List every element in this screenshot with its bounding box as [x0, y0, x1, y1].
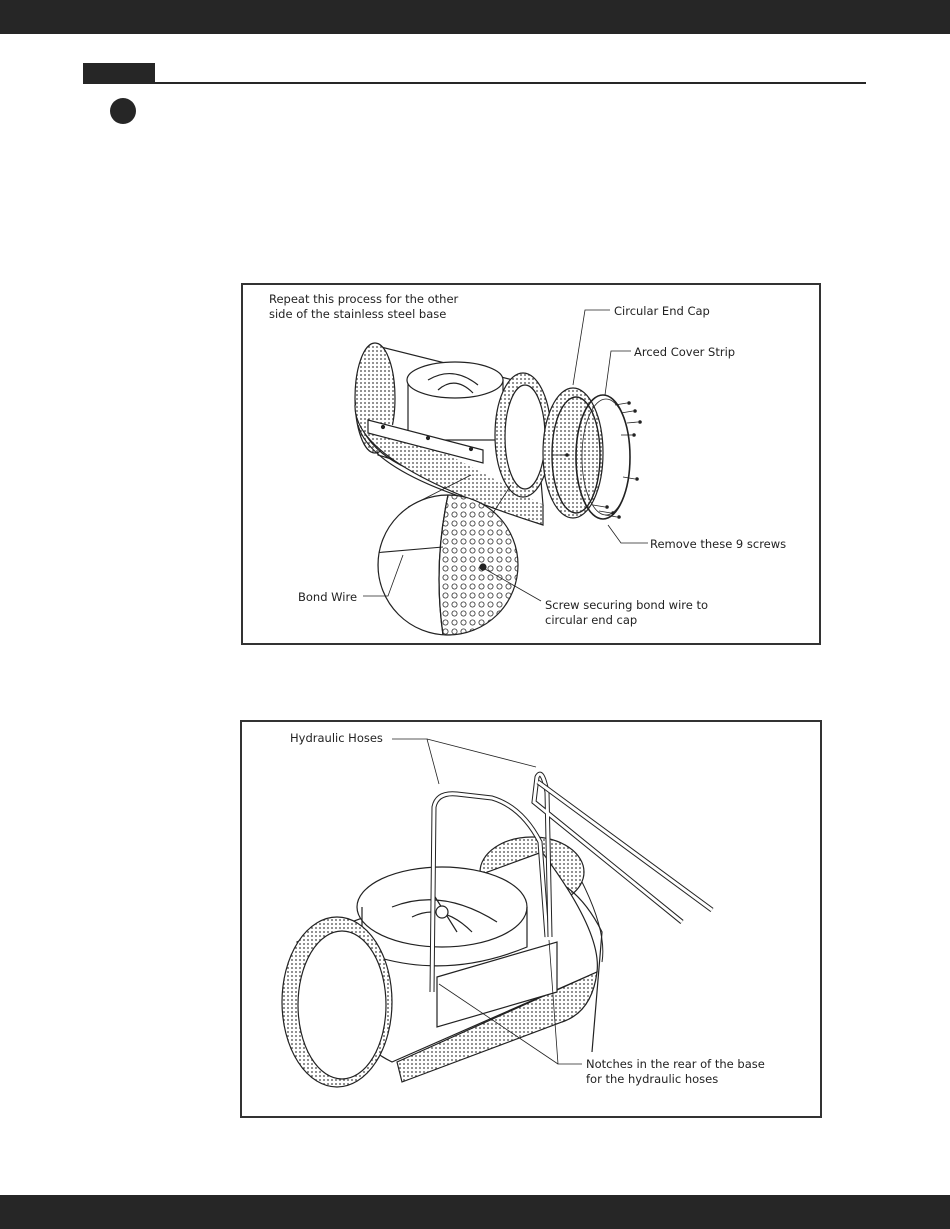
circular-end-cap-label: Circular End Cap [614, 304, 710, 318]
notches-note-line2: for the hydraulic hoses [586, 1072, 719, 1086]
notches-note-line1: Notches in the rear of the base [586, 1057, 765, 1071]
bond-wire-label: Bond Wire [298, 590, 358, 604]
screw-note-line1: Screw securing bond wire to [545, 598, 709, 612]
section-divider [83, 82, 866, 84]
repeat-note-line2: side of the stainless steel base [269, 307, 447, 321]
arced-cover-strip-label: Arced Cover Strip [634, 345, 736, 359]
figure-hydraulic-hoses [240, 720, 822, 1118]
repeat-note-line1: Repeat this process for the other [269, 292, 459, 306]
hydraulic-hoses-label: Hydraulic Hoses [290, 731, 383, 745]
section-tab [83, 63, 155, 84]
header-bar [0, 0, 950, 34]
footer-bar [0, 1195, 950, 1229]
step-bullet [110, 98, 136, 124]
screw-note-line2: circular end cap [545, 613, 638, 627]
remove-screws-label: Remove these 9 screws [650, 537, 787, 551]
figure-end-cap-removal [241, 283, 821, 645]
